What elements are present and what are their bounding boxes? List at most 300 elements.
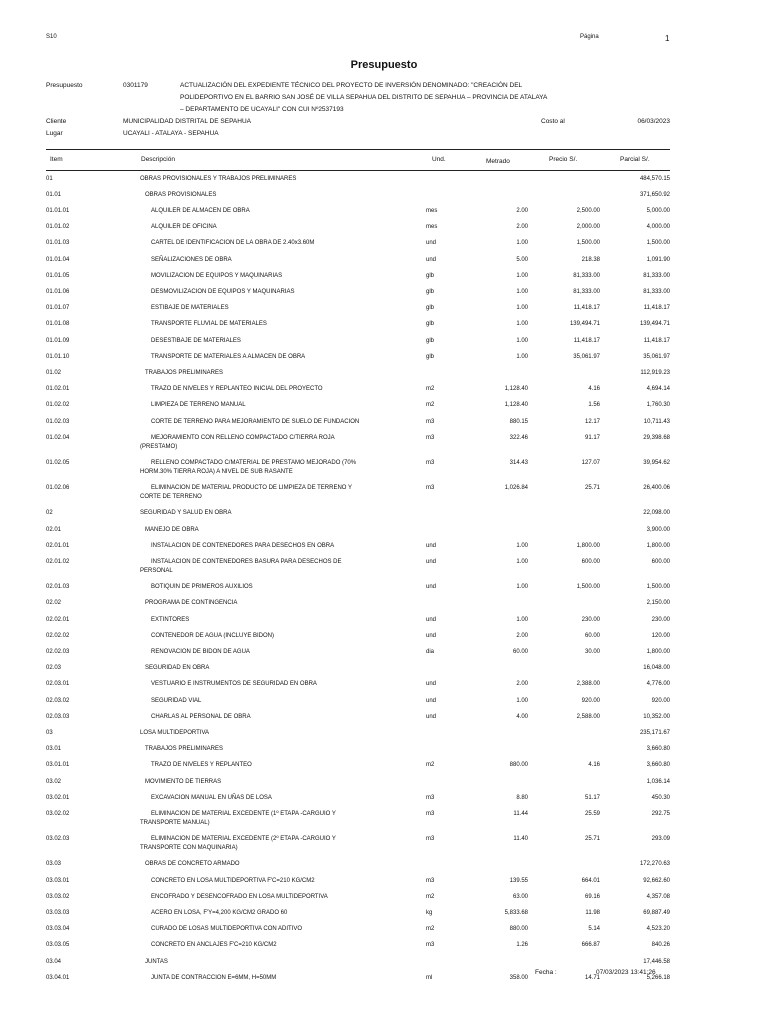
description-line: CORTE DE TERRENO: [140, 494, 202, 501]
unit-price: 11.98: [585, 909, 600, 916]
item-code: 03.01: [46, 746, 62, 753]
description-line: CONCRETO EN ANCLAJES F'C=210 KG/CM2: [151, 942, 277, 949]
item-description: [151, 353, 381, 362]
item-description: [151, 941, 381, 950]
item-code: 03.03.01: [46, 877, 70, 884]
unit: m3: [426, 836, 435, 843]
description-line: HORM.30% TIERRA ROJA) A NIVEL DE SUB RASANTE: [140, 468, 293, 475]
description-line: BOTIQUIN DE PRIMEROS AUXILIOS: [151, 584, 253, 591]
item-description: [151, 223, 381, 232]
unit-price: 91.17: [584, 434, 600, 441]
page-number: 1: [665, 34, 670, 43]
partial-amount: 17,446.58: [643, 958, 670, 965]
metrado: 2.00: [516, 207, 528, 214]
description-line: CONTENEDOR DE AGUA (INCLUYE BIDON): [151, 632, 275, 639]
unit: m3: [426, 485, 435, 492]
unit: glb: [426, 305, 435, 312]
unit-price: 60.00: [584, 632, 600, 639]
unit: und: [426, 713, 437, 720]
unit-price: 1,500.00: [576, 240, 600, 247]
description-line: SEÑALIZACIONES DE OBRA: [151, 256, 232, 263]
metrado: 1.00: [516, 321, 528, 328]
item-code: 02.02.01: [46, 616, 70, 623]
unit: und: [426, 697, 437, 704]
unit: und: [426, 558, 437, 565]
item-code: 02.01.02: [46, 558, 70, 565]
item-code: 01: [46, 175, 53, 182]
project-description: [180, 80, 600, 116]
unit-price: 25.71: [584, 836, 600, 843]
item-description: [140, 810, 381, 828]
partial-amount: 920.00: [651, 697, 670, 704]
description-line: EXCAVACION MANUAL EN UÑAS DE LOSA: [151, 794, 272, 801]
project-description-line: – DEPARTAMENTO DE UCAYALI" CON CUI Nº2537193: [180, 106, 344, 113]
unit: m3: [426, 942, 435, 949]
partial-amount: 11,418.17: [643, 305, 670, 312]
unit-price: 600.00: [581, 558, 600, 565]
metrado: 1,128.40: [504, 386, 528, 393]
item-code: 03.01.01: [46, 762, 70, 769]
item-description: [151, 385, 381, 394]
description-line: JUNTA DE CONTRACCION E=6MM, H=50MM: [151, 974, 277, 981]
item-code: 01.01.06: [46, 288, 70, 295]
item-code: 01.02.05: [46, 459, 70, 466]
unit-price: 35,061.97: [573, 353, 600, 360]
unit: und: [426, 632, 437, 639]
item-description: [145, 745, 385, 754]
partial-amount: 371,650.92: [639, 191, 670, 198]
metrado: 314.43: [509, 459, 528, 466]
unit: glb: [426, 288, 435, 295]
item-description: [145, 599, 385, 608]
unit-price: 1,800.00: [576, 542, 600, 549]
unit-price: 2,388.00: [576, 681, 600, 688]
item-code: 01.02.06: [46, 485, 70, 492]
unit-price: 4.16: [588, 386, 600, 393]
item-code: 01.01.05: [46, 272, 70, 279]
item-description: [151, 272, 381, 281]
item-code: 03.03.04: [46, 926, 70, 933]
metrado: 5,833.68: [504, 909, 528, 916]
item-description: [140, 509, 380, 518]
unit: m2: [426, 762, 435, 769]
unit: glb: [426, 353, 435, 360]
description-line: MEJORAMIENTO CON RELLENO COMPACTADO C/TIERRA ROJA: [151, 434, 335, 441]
item-description: [140, 459, 381, 477]
description-line: CHARLAS AL PERSONAL DE OBRA: [151, 713, 251, 720]
costo-label: Costo al: [541, 118, 565, 125]
metrado: 1.00: [516, 542, 528, 549]
header-precio: Precio S/.: [549, 156, 578, 163]
lugar-label: Lugar: [46, 130, 63, 137]
description-line: SEGURIDAD EN OBRA: [145, 665, 210, 672]
item-description: [151, 207, 381, 216]
partial-amount: 450.30: [651, 794, 670, 801]
partial-amount: 26,400.06: [643, 485, 670, 492]
header-item: Item: [50, 156, 63, 163]
partial-amount: 1,500.00: [646, 240, 670, 247]
item-description: [151, 713, 381, 722]
item-description: [151, 680, 381, 689]
partial-amount: 120.00: [651, 632, 670, 639]
metrado: 1.00: [516, 558, 528, 565]
item-description: [151, 761, 381, 770]
header-parcial: Parcial S/.: [620, 156, 650, 163]
metrado: 11.40: [513, 836, 528, 843]
unit: und: [426, 256, 437, 263]
item-description: [145, 526, 385, 535]
description-line: CORTE DE TERRENO PARA MEJORAMIENTO DE SUELO DE FUNDACION: [151, 418, 360, 425]
item-code: 01.01: [46, 191, 62, 198]
metrado: 1.00: [516, 697, 528, 704]
description-line: ELIMINACION DE MATERIAL EXCEDENTE (1º ETAPA -CARGUIO Y: [151, 810, 336, 817]
unit-price: 25.59: [584, 810, 600, 817]
unit: dia: [426, 648, 435, 655]
description-line: TRANSPORTE MANUAL): [140, 819, 210, 826]
partial-amount: 10,352.00: [643, 713, 670, 720]
item-code: 01.01.08: [46, 321, 70, 328]
description-line: LIMPIEZA DE TERRENO MANUAL: [151, 402, 246, 409]
metrado: 358.00: [509, 974, 528, 981]
partial-amount: 235,171.67: [639, 729, 670, 736]
unit-price: 127.07: [581, 459, 600, 466]
partial-amount: 4,776.00: [646, 681, 670, 688]
description-line: ALQUILER DE OFICINA: [151, 224, 217, 231]
item-description: [140, 729, 380, 738]
description-line: ALQUILER DE ALMACEN DE OBRA: [151, 207, 250, 214]
unit-price: 139,494.71: [569, 321, 600, 328]
unit-price: 81,333.00: [573, 288, 600, 295]
item-code: 01.01.03: [46, 240, 70, 247]
metrado: 1,128.40: [504, 402, 528, 409]
metrado: 880.00: [509, 926, 528, 933]
unit: mes: [426, 224, 438, 231]
partial-amount: 10,711.43: [643, 418, 670, 425]
item-code: 01.02.01: [46, 386, 70, 393]
description-line: EXTINTORES: [151, 616, 190, 623]
unit-price: 2,588.00: [576, 713, 600, 720]
cliente-label: Cliente: [46, 118, 67, 125]
item-code: 02.01: [46, 526, 62, 533]
cliente-value: MUNICIPALIDAD DISTRITAL DE SEPAHUA: [123, 118, 251, 125]
item-description: [151, 256, 381, 265]
partial-amount: 4,694.14: [646, 386, 670, 393]
description-line: OBRAS PROVISIONALES Y TRABAJOS PRELIMINARES: [140, 175, 297, 182]
partial-amount: 1,760.30: [646, 402, 670, 409]
description-line: ELIMINACION DE MATERIAL PRODUCTO DE LIMPIEZA DE TERRENO Y: [151, 485, 353, 492]
description-line: (PRESTAMO): [140, 443, 178, 450]
partial-amount: 840.26: [651, 942, 670, 949]
item-description: [151, 632, 381, 641]
partial-amount: 172,270.63: [639, 861, 670, 868]
partial-amount: 2,150.00: [646, 600, 670, 607]
item-code: 02.03.03: [46, 713, 70, 720]
header-und: Und.: [432, 156, 446, 163]
presupuesto-label: Presupuesto: [46, 82, 83, 89]
partial-amount: 4,357.08: [646, 893, 670, 900]
item-description: [145, 191, 385, 200]
metrado: 1.00: [516, 584, 528, 591]
partial-amount: 292.75: [651, 810, 670, 817]
item-description: [145, 664, 385, 673]
description-line: VESTUARIO E INSTRUMENTOS DE SEGURIDAD EN OBRA: [151, 681, 317, 688]
unit: m2: [426, 893, 435, 900]
item-code: 03.03.05: [46, 942, 70, 949]
unit-price: 664.01: [581, 877, 600, 884]
description-line: MOVIMIENTO DE TIERRAS: [145, 778, 222, 785]
description-line: CONCRETO EN LOSA MULTIDEPORTIVA F'C=210 KG/CM2: [151, 877, 315, 884]
item-code: 03.03.02: [46, 893, 70, 900]
metrado: 1.00: [516, 616, 528, 623]
metrado: 11.44: [513, 810, 528, 817]
item-code: 03.02.01: [46, 794, 70, 801]
unit-price: 666.87: [581, 942, 600, 949]
unit: und: [426, 542, 437, 549]
costo-date: 06/03/2023: [637, 118, 670, 125]
item-code: 02.02: [46, 600, 62, 607]
unit-price: 25.71: [584, 485, 600, 492]
item-code: 01.01.10: [46, 353, 70, 360]
unit-price: 920.00: [581, 697, 600, 704]
item-description: [151, 974, 381, 983]
description-line: TRAZO DE NIVELES Y REPLANTEO INICIAL DEL PROYECTO: [151, 386, 323, 393]
description-line: TRANSPORTE CON MAQUINARIA): [140, 845, 238, 852]
item-code: 03.04: [46, 958, 62, 965]
item-description: [151, 320, 381, 329]
item-description: [151, 877, 381, 886]
item-code: 03.03: [46, 861, 62, 868]
partial-amount: 1,800.00: [646, 542, 670, 549]
unit: mes: [426, 207, 438, 214]
metrado: 322.46: [509, 434, 528, 441]
item-description: [151, 239, 381, 248]
metrado: 1.00: [516, 288, 528, 295]
metrado: 1.00: [516, 353, 528, 360]
partial-amount: 39,954.62: [643, 459, 670, 466]
item-description: [151, 401, 381, 410]
metrado: 880.00: [509, 762, 528, 769]
description-line: SEGURIDAD Y SALUD EN OBRA: [140, 510, 232, 517]
unit-price: 1,500.00: [576, 584, 600, 591]
metrado: 1.00: [516, 337, 528, 344]
metrado: 1,026.84: [504, 485, 528, 492]
description-line: OBRAS DE CONCRETO ARMADO: [145, 861, 240, 868]
item-description: [151, 304, 381, 313]
metrado: 1.00: [516, 272, 528, 279]
fecha-value: 07/03/2023 13:41:26: [596, 969, 656, 976]
presupuesto-code: 0301179: [123, 82, 148, 89]
description-line: ELIMINACION DE MATERIAL EXCEDENTE (2º ETAPA -CARGUIO Y: [151, 836, 336, 843]
project-description-line: ACTUALIZACIÓN DEL EXPEDIENTE TÉCNICO DEL PROYECTO DE INVERSIÓN DENOMINADO: "CREACIÓN DEL: [180, 82, 523, 89]
partial-amount: 4,000.00: [646, 224, 670, 231]
s10-label: S10: [46, 34, 57, 40]
description-line: MOVILIZACION DE EQUIPOS Y MAQUINARIAS: [151, 272, 283, 279]
unit: und: [426, 240, 437, 247]
item-code: 02.03.02: [46, 697, 70, 704]
unit-price: 11,418.17: [573, 337, 600, 344]
page-title: Presupuesto: [350, 59, 418, 71]
item-code: 01.02.03: [46, 418, 70, 425]
unit: m3: [426, 418, 435, 425]
page-label: Página: [580, 34, 599, 40]
item-description: [140, 835, 381, 853]
partial-amount: 5,000.00: [646, 207, 670, 214]
description-line: ACERO EN LOSA, F'Y=4,200 KG/CM2 GRADO 60: [151, 909, 288, 916]
item-code: 02.01.03: [46, 584, 70, 591]
unit: m2: [426, 402, 435, 409]
partial-amount: 3,660.80: [646, 746, 670, 753]
unit: m2: [426, 926, 435, 933]
description-line: OBRAS PROVISIONALES: [145, 191, 217, 198]
item-code: 02.03: [46, 665, 62, 672]
description-line: CARTEL DE IDENTIFICACION DE LA OBRA DE 2.40x3.60M: [151, 240, 315, 247]
table-header: [46, 149, 670, 171]
partial-amount: 29,398.68: [643, 434, 670, 441]
description-line: TRABAJOS PRELIMINARES: [145, 746, 224, 753]
project-description-line: POLIDEPORTIVO EN EL BARRIO SAN JOSÉ DE VILLA SEPAHUA DEL DISTRITO DE SEPAHUA – PROVINCIA DE ATALAYA: [180, 94, 548, 101]
description-line: TRANSPORTE FLUVIAL DE MATERIALES: [151, 321, 267, 328]
partial-amount: 112,919.23: [640, 369, 670, 376]
unit-price: 81,333.00: [573, 272, 600, 279]
description-line: ESTIBAJE DE MATERIALES: [151, 305, 229, 312]
partial-amount: 81,333.00: [643, 288, 670, 295]
unit: m3: [426, 877, 435, 884]
metrado: 139.55: [509, 877, 528, 884]
item-code: 01.01.04: [46, 256, 70, 263]
metrado: 63.00: [512, 893, 528, 900]
metrado: 880.15: [509, 418, 528, 425]
item-code: 03: [46, 729, 53, 736]
description-line: INSTALACION DE CONTENEDORES BASURA PARA DESECHOS DE: [151, 558, 342, 565]
item-description: [151, 337, 381, 346]
item-code: 03.02.03: [46, 836, 70, 843]
item-description: [151, 648, 381, 657]
metrado: 5.00: [516, 256, 528, 263]
item-description: [140, 434, 381, 452]
fecha-label: Fecha :: [535, 969, 557, 976]
unit: ml: [426, 974, 433, 981]
partial-amount: 4,523.20: [646, 926, 670, 933]
unit: m2: [426, 386, 435, 393]
unit: glb: [426, 272, 435, 279]
description-line: INSTALACION DE CONTENEDORES PARA DESECHOS EN OBRA: [151, 542, 335, 549]
item-description: [151, 616, 381, 625]
description-line: TRAZO DE NIVELES Y REPLANTEO: [151, 762, 252, 769]
partial-amount: 3,900.00: [646, 526, 670, 533]
description-line: CURADO DE LOSAS MULTIDEPORTIVA CON ADITIVO: [151, 926, 303, 933]
partial-amount: 230.00: [651, 616, 670, 623]
partial-amount: 22,098.00: [643, 510, 670, 517]
header-descripcion: Descripción: [141, 156, 175, 163]
unit-price: 218.38: [581, 256, 600, 263]
partial-amount: 1,500.00: [646, 584, 670, 591]
description-line: LOSA MULTIDEPORTIVA: [140, 729, 210, 736]
unit-price: 51.17: [584, 794, 600, 801]
unit-price: 2,000.00: [576, 224, 600, 231]
unit: und: [426, 584, 437, 591]
item-description: [140, 484, 381, 502]
partial-amount: 16,048.00: [643, 665, 670, 672]
description-line: TRANSPORTE DE MATERIALES A ALMACEN DE OBRA: [151, 353, 306, 360]
metrado: 1.26: [516, 942, 528, 949]
item-code: 03.02: [46, 778, 62, 785]
unit: m3: [426, 794, 435, 801]
partial-amount: 81,333.00: [643, 272, 670, 279]
header-metrado: Metrado: [486, 158, 510, 165]
item-code: 01.02.02: [46, 402, 70, 409]
partial-amount: 1,800.00: [646, 648, 670, 655]
unit-price: 1.56: [588, 402, 600, 409]
item-code: 02.03.01: [46, 681, 70, 688]
partial-amount: 600.00: [651, 558, 670, 565]
partial-amount: 3,660.80: [646, 762, 670, 769]
item-code: 03.04.01: [46, 974, 70, 981]
unit-price: 5.14: [588, 926, 600, 933]
item-description: [151, 893, 381, 902]
unit: m3: [426, 459, 435, 466]
partial-amount: 92,662.60: [643, 877, 670, 884]
item-description: [151, 925, 381, 934]
unit-price: 230.00: [581, 616, 600, 623]
item-code: 03.03.03: [46, 909, 70, 916]
item-description: [151, 288, 381, 297]
item-description: [140, 175, 380, 184]
unit-price: 11,418.17: [573, 305, 600, 312]
description-line: SEGURIDAD VIAL: [151, 697, 202, 704]
metrado: 60.00: [512, 648, 528, 655]
metrado: 2.00: [516, 681, 528, 688]
item-code: 01.01.02: [46, 224, 70, 231]
description-line: RELLENO COMPACTADO C/MATERIAL DE PRESTAMO MEJORADO (70%: [151, 459, 357, 466]
unit: und: [426, 681, 437, 688]
item-description: [151, 542, 381, 551]
unit-price: 30.00: [584, 648, 600, 655]
description-line: TRABAJOS PRELIMINARES: [145, 369, 224, 376]
partial-amount: 11,418.17: [643, 337, 670, 344]
item-description: [140, 558, 381, 576]
item-description: [151, 909, 381, 918]
unit: m3: [426, 434, 435, 441]
partial-amount: 5,266.18: [646, 974, 670, 981]
item-code: 01.01.07: [46, 305, 70, 312]
item-code: 02.01.01: [46, 542, 70, 549]
item-description: [145, 860, 385, 869]
item-description: [151, 697, 381, 706]
item-code: 02.02.02: [46, 632, 70, 639]
item-description: [151, 794, 381, 803]
description-line: JUNTAS: [145, 958, 168, 965]
description-line: DESESTIBAJE DE MATERIALES: [151, 337, 241, 344]
item-code: 03.02.02: [46, 810, 70, 817]
item-code: 01.02.04: [46, 434, 70, 441]
unit-price: 14.71: [584, 974, 600, 981]
item-description: [145, 958, 385, 967]
metrado: 2.00: [516, 632, 528, 639]
item-code: 02.02.03: [46, 648, 70, 655]
unit: glb: [426, 321, 435, 328]
metrado: 1.00: [516, 240, 528, 247]
partial-amount: 69,887.49: [643, 909, 670, 916]
partial-amount: 139,494.71: [639, 321, 670, 328]
description-line: DESMOVILIZACION DE EQUIPOS Y MAQUINARIAS: [151, 288, 295, 295]
metrado: 4.00: [516, 713, 528, 720]
partial-amount: 1,036.14: [646, 778, 670, 785]
metrado: 2.00: [516, 224, 528, 231]
unit: m3: [426, 810, 435, 817]
unit-price: 12.17: [584, 418, 600, 425]
item-description: [145, 369, 385, 378]
description-line: ENCOFRADO Y DESENCOFRADO EN LOSA MULTIDEPORTIVA: [151, 893, 328, 900]
